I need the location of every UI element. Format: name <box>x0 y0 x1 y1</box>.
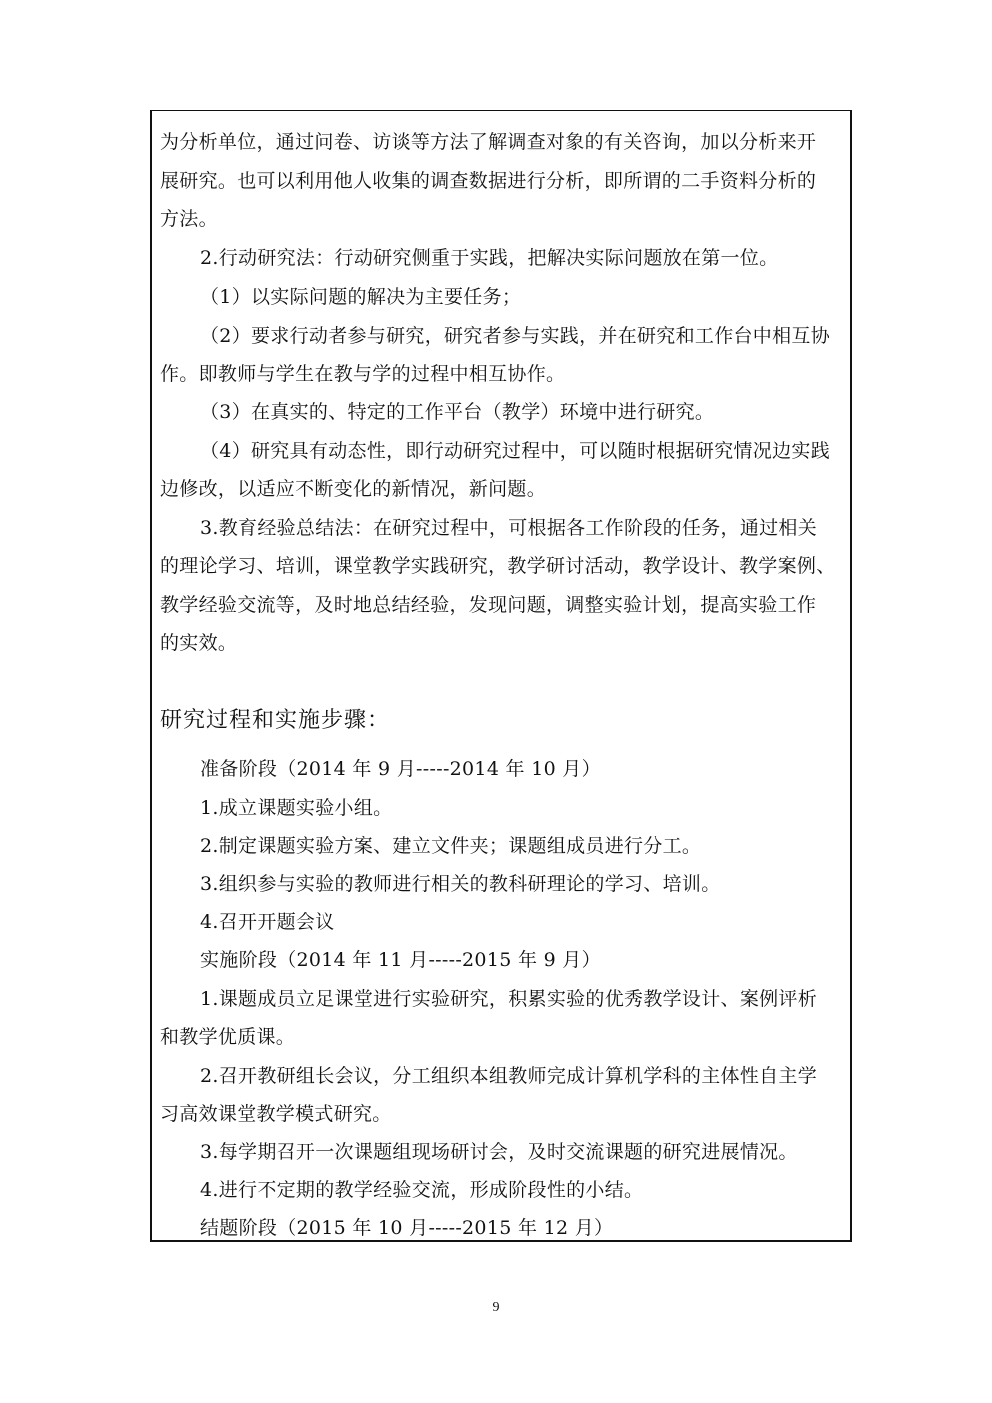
paragraph-line: 的实效。 <box>160 632 238 654</box>
step-item-continued: 习高效课堂教学模式研究。 <box>160 1103 392 1125</box>
paragraph-line: 展研究。也可以利用他人收集的调查数据进行分析，即所谓的二手资料分析的 <box>160 170 817 192</box>
list-item: （2）要求行动者参与研究，研究者参与实践，并在研究和工作台中相互协 <box>200 325 830 347</box>
step-item: 3.组织参与实验的教师进行相关的教科研理论的学习、培训。 <box>200 873 721 895</box>
method-action-research: 2.行动研究法：行动研究侧重于实践，把解决实际问题放在第一位。 <box>200 247 779 269</box>
step-item: 2.制定课题实验方案、建立文件夹；课题组成员进行分工。 <box>200 835 702 857</box>
list-item: （4）研究具有动态性，即行动研究过程中，可以随时根据研究情况边实践 <box>200 440 830 462</box>
paragraph-line: 为分析单位，通过问卷、访谈等方法了解调查对象的有关咨询，加以分析来开 <box>160 131 817 153</box>
step-item-continued: 和教学优质课。 <box>160 1026 296 1048</box>
step-item: 4.召开开题会议 <box>200 911 335 933</box>
page-number: 9 <box>492 1300 500 1315</box>
step-item: 4.进行不定期的教学经验交流，形成阶段性的小结。 <box>200 1179 644 1201</box>
step-item: 3.每学期召开一次课题组现场研讨会，及时交流课题的研究进展情况。 <box>200 1141 798 1163</box>
phase-title-implementation: 实施阶段（2014 年 11 月-----2015 年 9 月） <box>200 949 601 971</box>
paragraph-line: 的理论学习、培训，课堂教学实践研究，教学研讨活动，教学设计、教学案例、 <box>160 555 836 577</box>
method-experience-summary: 3.教育经验总结法：在研究过程中，可根据各工作阶段的任务，通过相关 <box>200 517 818 539</box>
phase-title-conclusion: 结题阶段（2015 年 10 月-----2015 年 12 月） <box>200 1217 614 1239</box>
list-item: （3）在真实的、特定的工作平台（教学）环境中进行研究。 <box>200 401 715 423</box>
step-item: 1.课题成员立足课堂进行实验研究，积累实验的优秀教学设计、案例评析 <box>200 988 818 1010</box>
paragraph-line: 作。即教师与学生在教与学的过程中相互协作。 <box>160 363 566 385</box>
paragraph-line: 教学经验交流等，及时地总结经验，发现问题，调整实验计划，提高实验工作 <box>160 594 817 616</box>
section-heading: 研究过程和实施步骤： <box>160 708 391 733</box>
paragraph-line: 方法。 <box>160 208 218 230</box>
phase-title-preparation: 准备阶段（2014 年 9 月-----2014 年 10 月） <box>200 758 601 780</box>
list-item: （1）以实际问题的解决为主要任务； <box>200 286 522 308</box>
step-item: 1.成立课题实验小组。 <box>200 797 393 819</box>
paragraph-line: 边修改，以适应不断变化的新情况，新问题。 <box>160 478 547 500</box>
step-item: 2.召开教研组长会议，分工组织本组教师完成计算机学科的主体性自主学 <box>200 1065 818 1087</box>
